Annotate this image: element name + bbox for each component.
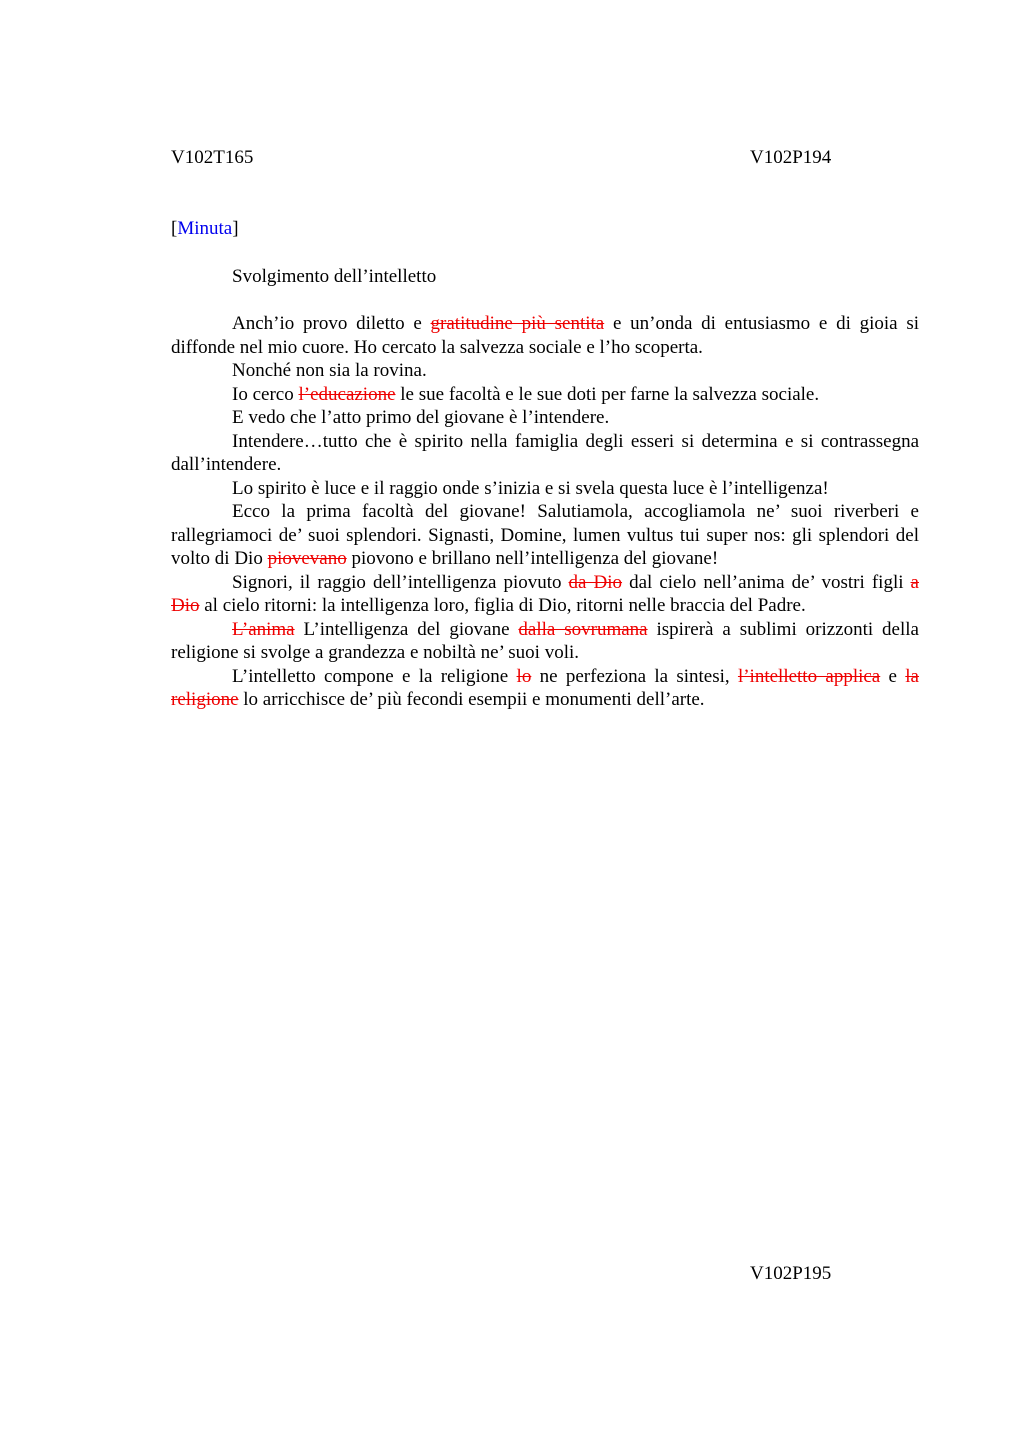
text-run: Intendere…tutto che è spirito nella famiglia degli esseri si determina e si contrassegna dall’intendere.: [171, 430, 919, 475]
minuta-label: Minuta: [177, 218, 233, 239]
bracket-open: [: [171, 218, 178, 239]
deleted-text: L’anima: [232, 618, 295, 640]
text-run: Signori, il raggio dell’intelligenza piovuto: [232, 571, 569, 593]
deleted-text: l’educazione: [298, 383, 396, 405]
text-run: Nonché non sia la rovina.: [232, 360, 427, 381]
text-run: e un’onda di entusiasmo e di gioia si diffonde nel mio cuore. Ho cercato la salvezza sociale e l’ho scoperta.: [171, 313, 919, 358]
paragraph: [171, 430, 919, 477]
paragraph: [171, 618, 919, 665]
text-run: le sue facoltà e le sue doti per farne la salvezza sociale.: [395, 383, 820, 405]
text-run: E vedo che l’atto primo del giovane è l’intendere.: [232, 407, 610, 428]
text-run: e: [880, 665, 906, 687]
footer-page-code: V102P195: [750, 1263, 832, 1284]
deleted-text: a Dio: [171, 571, 919, 616]
text-run: Ecco la prima facoltà del giovane! Salutiamola, accogliamola ne’ suoi riverberi e rallegriamoci de’ suoi splendori. Signasti, Domine, lumen vultus tui super nos: gli splendori del volto di Dio: [171, 501, 919, 569]
section-marker: [171, 218, 239, 240]
deleted-text: gratitudine più sentita: [430, 313, 605, 334]
text-run: piovono e brillano nell’intelligenza del giovane!: [346, 548, 719, 569]
text-run: Io cerco: [232, 383, 299, 405]
text-run: ispirerà a sublimi orizzonti della religione si svolge a grandezza e nobiltà ne’ suoi voli.: [171, 618, 919, 663]
bracket-close: ]: [232, 218, 239, 239]
paragraph: [171, 571, 919, 618]
text-run: Anch’io provo diletto e: [232, 313, 431, 334]
deleted-text: la religione: [171, 665, 919, 710]
deleted-text: dalla sovrumana: [518, 618, 648, 640]
paragraph: [171, 312, 919, 359]
paragraph: [171, 477, 919, 501]
paragraph: [171, 406, 919, 430]
text-run: lo arricchisce de’ più fecondi esempii e monumenti dell’arte.: [238, 689, 705, 710]
header-volume-code: V102T165: [171, 147, 254, 168]
paragraph: [171, 665, 919, 712]
header-page-code: V102P194: [750, 147, 832, 168]
text-run: L’intelligenza del giovane: [294, 618, 519, 640]
deleted-text: lo: [516, 665, 532, 687]
paragraph: [171, 500, 919, 571]
deleted-text: l’intelletto applica: [737, 665, 881, 687]
paragraph: [171, 359, 919, 383]
deleted-text: da Dio: [568, 571, 623, 593]
paragraph: [171, 383, 919, 407]
text-run: Lo spirito è luce e il raggio onde s’inizia e si svela questa luce è l’intelligenza!: [232, 477, 829, 499]
text-run: dal cielo nell’anima de’ vostri figli: [622, 571, 911, 593]
text-run: ne perfeziona la sintesi,: [531, 665, 738, 687]
deleted-text: piovevano: [267, 548, 347, 569]
document-title: Svolgimento dell’intelletto: [232, 266, 437, 287]
text-run: L’intelletto compone e la religione: [232, 665, 517, 687]
text-run: al cielo ritorni: la intelligenza loro, figlia di Dio, ritorni nelle braccia del Padre.: [199, 595, 806, 616]
document-body: [171, 312, 919, 712]
